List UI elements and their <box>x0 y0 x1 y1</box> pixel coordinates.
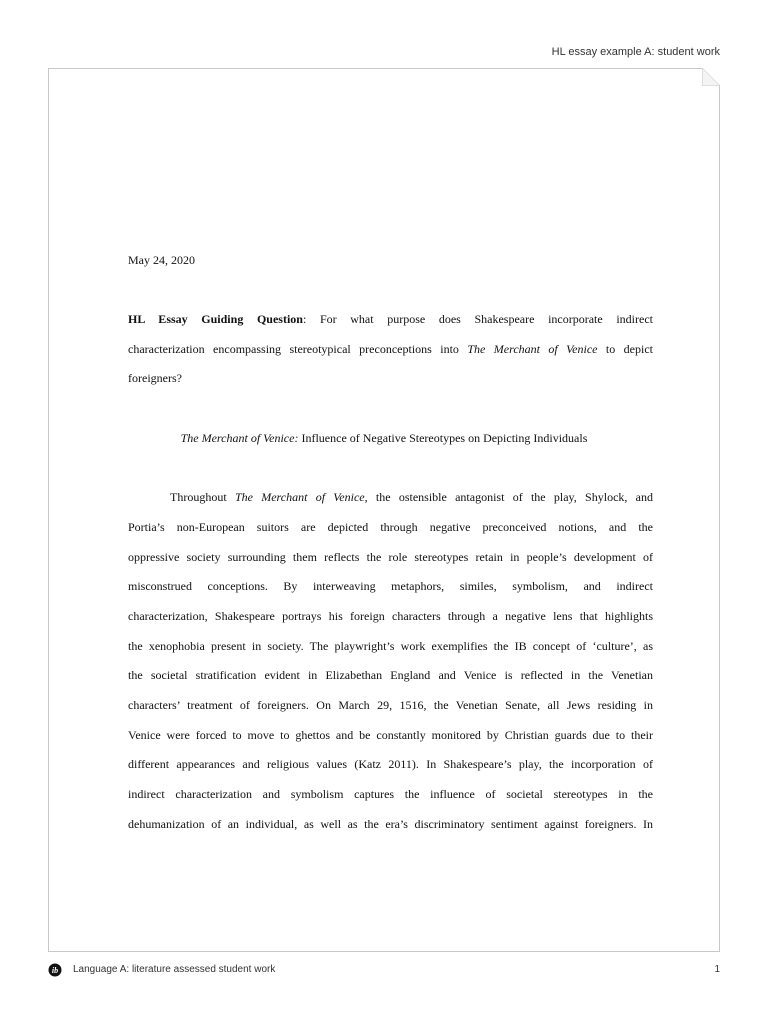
body-text: Throughout <box>170 490 235 504</box>
essay-title <box>0 431 768 446</box>
page-footer <box>48 964 720 980</box>
body-line: the xenophobia present in society. The playwright’s work exemplifies the IB concept of ‘culture’, as <box>128 639 653 653</box>
page-fold-icon <box>702 68 720 86</box>
svg-text:ib: ib <box>51 966 59 975</box>
guiding-question-line-1 <box>128 312 653 327</box>
body-line: characters’ treatment of foreigners. On March 29, 1516, the Venetian Senate, all Jews residing in <box>128 698 653 712</box>
guiding-question-line-3: foreigners? <box>128 371 182 385</box>
guiding-question-line-2 <box>128 342 653 357</box>
body-line: dehumanization of an individual, as well as the era’s discriminatory sentiment against foreigners. In <box>128 817 653 831</box>
page-number: 1 <box>714 964 720 975</box>
body-line: indirect characterization and symbolism captures the influence of societal stereotypes in the <box>128 787 653 801</box>
play-title-italic: The Merchant of Venice <box>467 342 598 356</box>
body-text: , the ostensible antagonist of the play, Shylock, and <box>364 490 653 504</box>
footer-text: Language A: literature assessed student work <box>73 964 276 975</box>
body-line: Portia’s non-European suitors are depicted through negative preconceived notions, and the <box>128 520 653 534</box>
essay-title-text: Influence of Negative Stereotypes on Depicting Individuals <box>298 431 588 445</box>
body-line: Venice were forced to move to ghettos and be constantly monitored by Christian guards due to their <box>128 728 653 742</box>
body-line <box>170 490 653 505</box>
header-title: HL essay example A: student work <box>551 46 720 58</box>
document-date: May 24, 2020 <box>128 253 195 267</box>
guiding-question-label: HL Essay Guiding Question <box>128 312 303 326</box>
guiding-question-text: to depict <box>597 342 653 356</box>
guiding-question-text: characterization encompassing stereotypical preconceptions into <box>128 342 468 356</box>
body-line: the societal stratification evident in Elizabethan England and Venice is reflected in the Venetian <box>128 668 653 682</box>
body-line: misconstrued conceptions. By interweaving metaphors, similes, symbolism, and indirect <box>128 579 653 593</box>
guiding-question-text: : For what purpose does Shakespeare incorporate indirect <box>302 312 653 326</box>
body-line: different appearances and religious values (Katz 2011). In Shakespeare’s play, the incorporation of <box>128 757 653 771</box>
body-line: characterization, Shakespeare portrays his foreign characters through a negative lens that highlights <box>128 609 653 623</box>
body-line: oppressive society surrounding them reflects the role stereotypes retain in people’s development of <box>128 550 653 564</box>
ib-logo-icon <box>48 963 62 977</box>
play-title-italic: The Merchant of Venice <box>234 490 365 504</box>
essay-title-italic: The Merchant of Venice: <box>180 431 299 445</box>
